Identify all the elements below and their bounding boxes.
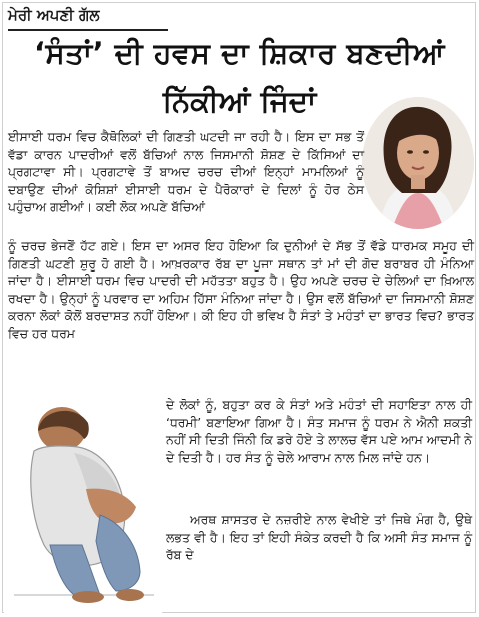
headline-line-2: ਨਿੱਕੀਆਂ ਜਿੰਦਾਂ xyxy=(162,84,317,118)
article-paragraph-1: ਈਸਾਈ ਧਰਮ ਵਿਚ ਕੈਥੋਲਿਕਾਂ ਦੀ ਗਿਣਤੀ ਘਟਦੀ ਜਾ ਰਹੀ ਹੈ। ਇਸ ਦਾ ਸਭ ਤੋਂ ਵੱਡਾ ਕਾਰਨ ਪਾਦਰੀਆਂ ਵਲੋਂ ਬੱਚਿਆਂ ਨਾਲ ਜਿਸਮਾਨੀ ਸ਼ੋਸ਼ਣ ਦੇ ਕਿੱਸਿਆਂ ਦਾ ਪ੍ਰਗਟਾਵਾ ਸੀ। ਪ੍ਰਗਟਾਵੇ ਤੋਂ ਬਾਅਦ ਚਰਚ ਦੀਆਂ ਇਨ੍ਹਾਂ ਮਾਮਲਿਆਂ ਨੂੰ ਦਬਾਉਣ ਦੀਆਂ ਕੋਸ਼ਿਸ਼ਾਂ ਈਸਾਈ ਧਰਮ ਦੇ ਪੈਰੋਕਾਰਾਂ ਦੇ ਦਿਲਾਂ ਨੂੰ ਹੋਰ ਠੇਸ ਪਹੁੰਚਾਅ ਗਈਆਂ। ਕਈ ਲੋਕ ਅਪਣੇ ਬੱਚਿਆਂ xyxy=(8,129,364,215)
section-label: ਮੇਰੀ ਅਪਣੀ ਗੱਲ xyxy=(8,6,100,24)
author-portrait-icon xyxy=(362,97,474,229)
article-paragraph-2: ਦੇ ਲੋਕਾਂ ਨੂੰ, ਬਹੁਤਾ ਕਰ ਕੇ ਸੰਤਾਂ ਅਤੇ ਮਹੰਤਾਂ ਦੀ ਸਹਾਇਤਾ ਨਾਲ ਹੀ ‘ਧਰਮੀ’ ਬਣਾਇਆ ਗਿਆ ਹੈ। ਸੰਤ ਸਮਾਜ ਨੂੰ ਧਰਮ ਨੇ ਐਨੀ ਸ਼ਕਤੀ ਨਹੀਂ ਸੀ ਦਿਤੀ ਜਿੰਨੀ ਕਿ ਡਰੇ ਹੋਏ ਤੇ ਲਾਲਚ ਵੱਸ ਪਏ ਆਮ ਆਦਮੀ ਨੇ ਦੇ ਦਿਤੀ ਹੈ। ਹਰ ਸੰਤ ਨੂੰ ਚੇਲੇ ਆਰਾਮ ਨਾਲ ਮਿਲ ਜਾਂਦੇ ਹਨ। xyxy=(166,397,472,465)
article-paragraph-1-continued: ਨੂੰ ਚਰਚ ਭੇਜਣੋਂ ਹੱਟ ਗਏ। ਇਸ ਦਾ ਅਸਰ ਇਹ ਹੋਇਆ ਕਿ ਦੁਨੀਆਂ ਦੇ ਸੱਭ ਤੋਂ ਵੱਡੇ ਧਾਰਮਕ ਸਮੂਹ ਦੀ ਗਿਣਤੀ ਘਟਣੀ ਸ਼ੁਰੂ ਹੋ ਗਈ ਹੈ। ਆਖ਼ਰਕਾਰ ਰੱਬ ਦਾ ਪੂਜਾ ਸਥਾਨ ਤਾਂ ਮਾਂ ਦੀ ਗੋਦ ਬਰਾਬਰ ਹੀ ਮੰਨਿਆ ਜਾਂਦਾ ਹੈ। ਈਸਾਈ ਧਰਮ ਵਿਚ ਪਾਦਰੀ ਦੀ ਮਹੱਤਤਾ ਬਹੁਤ ਹੈ। ਉਹ ਅਪਣੇ ਚਰਚ ਦੇ ਚੇਲਿਆਂ ਦਾ ਖ਼ਿਆਲ ਰਖਦਾ ਹੈ। ਉਨ੍ਹਾਂ ਨੂੰ ਪਰਵਾਰ ਦਾ ਅਹਿਮ ਹਿੱਸਾ ਮੰਨਿਆ ਜਾਂਦਾ ਹੈ। ਉਸ ਵਲੋਂ ਬੱਚਿਆਂ ਦਾ ਜਿਸਮਾਨੀ ਸ਼ੋਸ਼ਣ ਕਰਨਾ ਲੋਕਾਂ ਕੋਲੋਂ ਬਰਦਾਸ਼ਤ ਨਹੀਂ ਹੋਇਆ। ਕੀ ਇਹ ਹੀ ਭਵਿਖ ਹੈ ਸੰਤਾਂ ਤੇ ਮਹੰਤਾਂ ਦਾ ਭਾਰਤ ਵਿਚ? ਭਾਰਤ ਵਿਚ ਹਰ ਧਰਮ xyxy=(8,238,474,341)
distressed-child-illustration-icon xyxy=(4,395,162,613)
section-underline xyxy=(8,29,168,31)
article-paragraph-3: ਅਰਥ ਸ਼ਾਸਤਰ ਦੇ ਨਜ਼ਰੀਏ ਨਾਲ ਵੇਖੀਏ ਤਾਂ ਜਿਥੇ ਮੰਗ ਹੈ, ਉਥੇ ਲਭਤ ਵੀ ਹੈ। ਇਹ ਤਾਂ ਇਹੀ ਸੰਕੇਤ ਕਰਦੀ ਹੈ ਕਿ ਅਸੀ ਸੰਤ ਸਮਾਜ ਨੂੰ ਰੱਬ ਦੇ xyxy=(166,512,472,563)
headline-line-1: ‘ਸੰਤਾਂ’ ਦੀ ਹਵਸ ਦਾ ਸ਼ਿਕਾਰ ਬਣਦੀਆਂ xyxy=(33,36,446,70)
